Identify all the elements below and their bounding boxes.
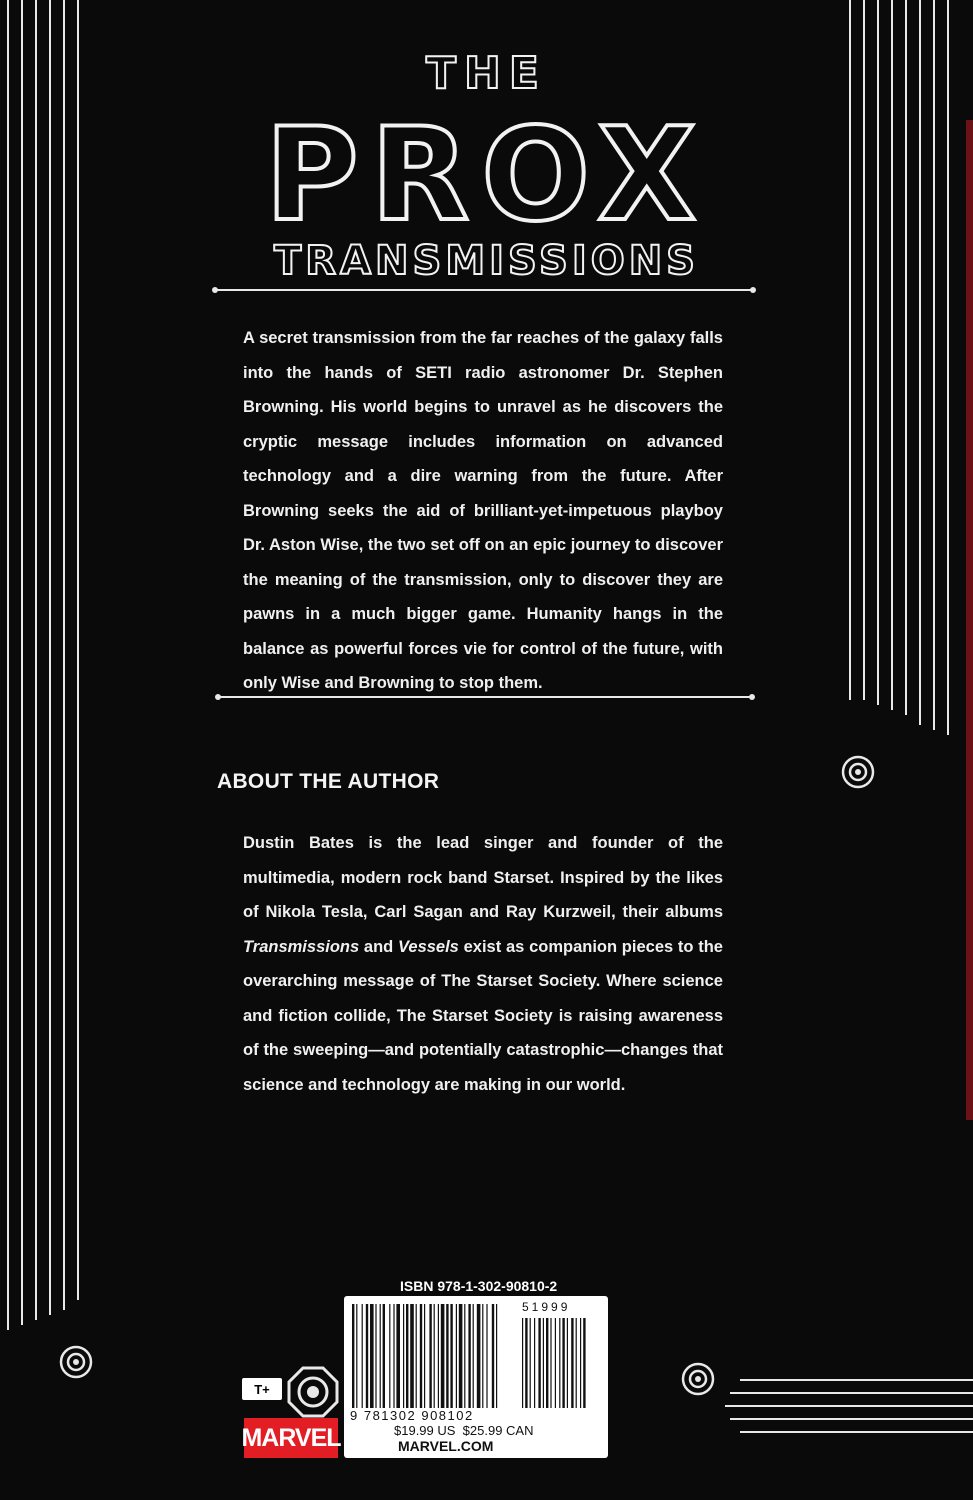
barcode-label — [344, 1296, 608, 1458]
isbn-number: ISBN 978-1-302-90810-2 — [400, 1278, 558, 1294]
synopsis-paragraph: A secret transmission from the far reaches of the galaxy falls into the hands of SETI radio astronomer Dr. Stephen Browning. His world begins to unravel as he discovers the cryptic message includes information on advanced technology and a dire warning from the future. After Browning seeks the aid of brilliant-yet-impetuous playboy Dr. Aston Wise, the two set off on an epic journey to discover the meaning of the transmission, only to discover they are pawns in a much bigger game. Humanity hangs in the balance as powerful forces vie for control of the future, with only Wise and Browning to stop them. — [243, 329, 723, 692]
about-text-part2: exist as companion pieces to the overarching message of The Starset Society. Where science and fiction collide, The Starset Society is raising awareness of the sweeping—and potentially catastrophic—changes that science and technology are making in our world. — [243, 937, 723, 1094]
album-title-transmissions: Transmissions — [243, 937, 360, 956]
about-text-part1: Dustin Bates is the lead singer and founder of the multimedia, modern rock band Starset. Inspired by the likes of Nikola Tesla, Carl Sagan and Ray Kurzweil, their albums — [243, 834, 723, 921]
barcode-addon-digits: 51999 — [522, 1300, 571, 1314]
about-text-and: and — [359, 937, 398, 956]
title-the: THE — [426, 48, 547, 99]
title-prox: PROX — [264, 101, 709, 250]
price-label: $19.99 US $25.99 CAN — [394, 1423, 534, 1438]
website-label: MARVEL.COM — [398, 1438, 494, 1454]
marvel-logo: MARVEL — [244, 1418, 338, 1458]
barcode-digits: 9 781302 908102 — [350, 1408, 474, 1423]
about-author-paragraph — [243, 826, 723, 1102]
album-title-vessels: Vessels — [398, 937, 459, 956]
rating-badge: T+ — [242, 1378, 282, 1400]
rating-emblem-icon — [287, 1366, 339, 1418]
about-author-heading: ABOUT THE AUTHOR — [217, 770, 440, 793]
title-transmissions: TRANSMISSIONS — [273, 238, 699, 284]
